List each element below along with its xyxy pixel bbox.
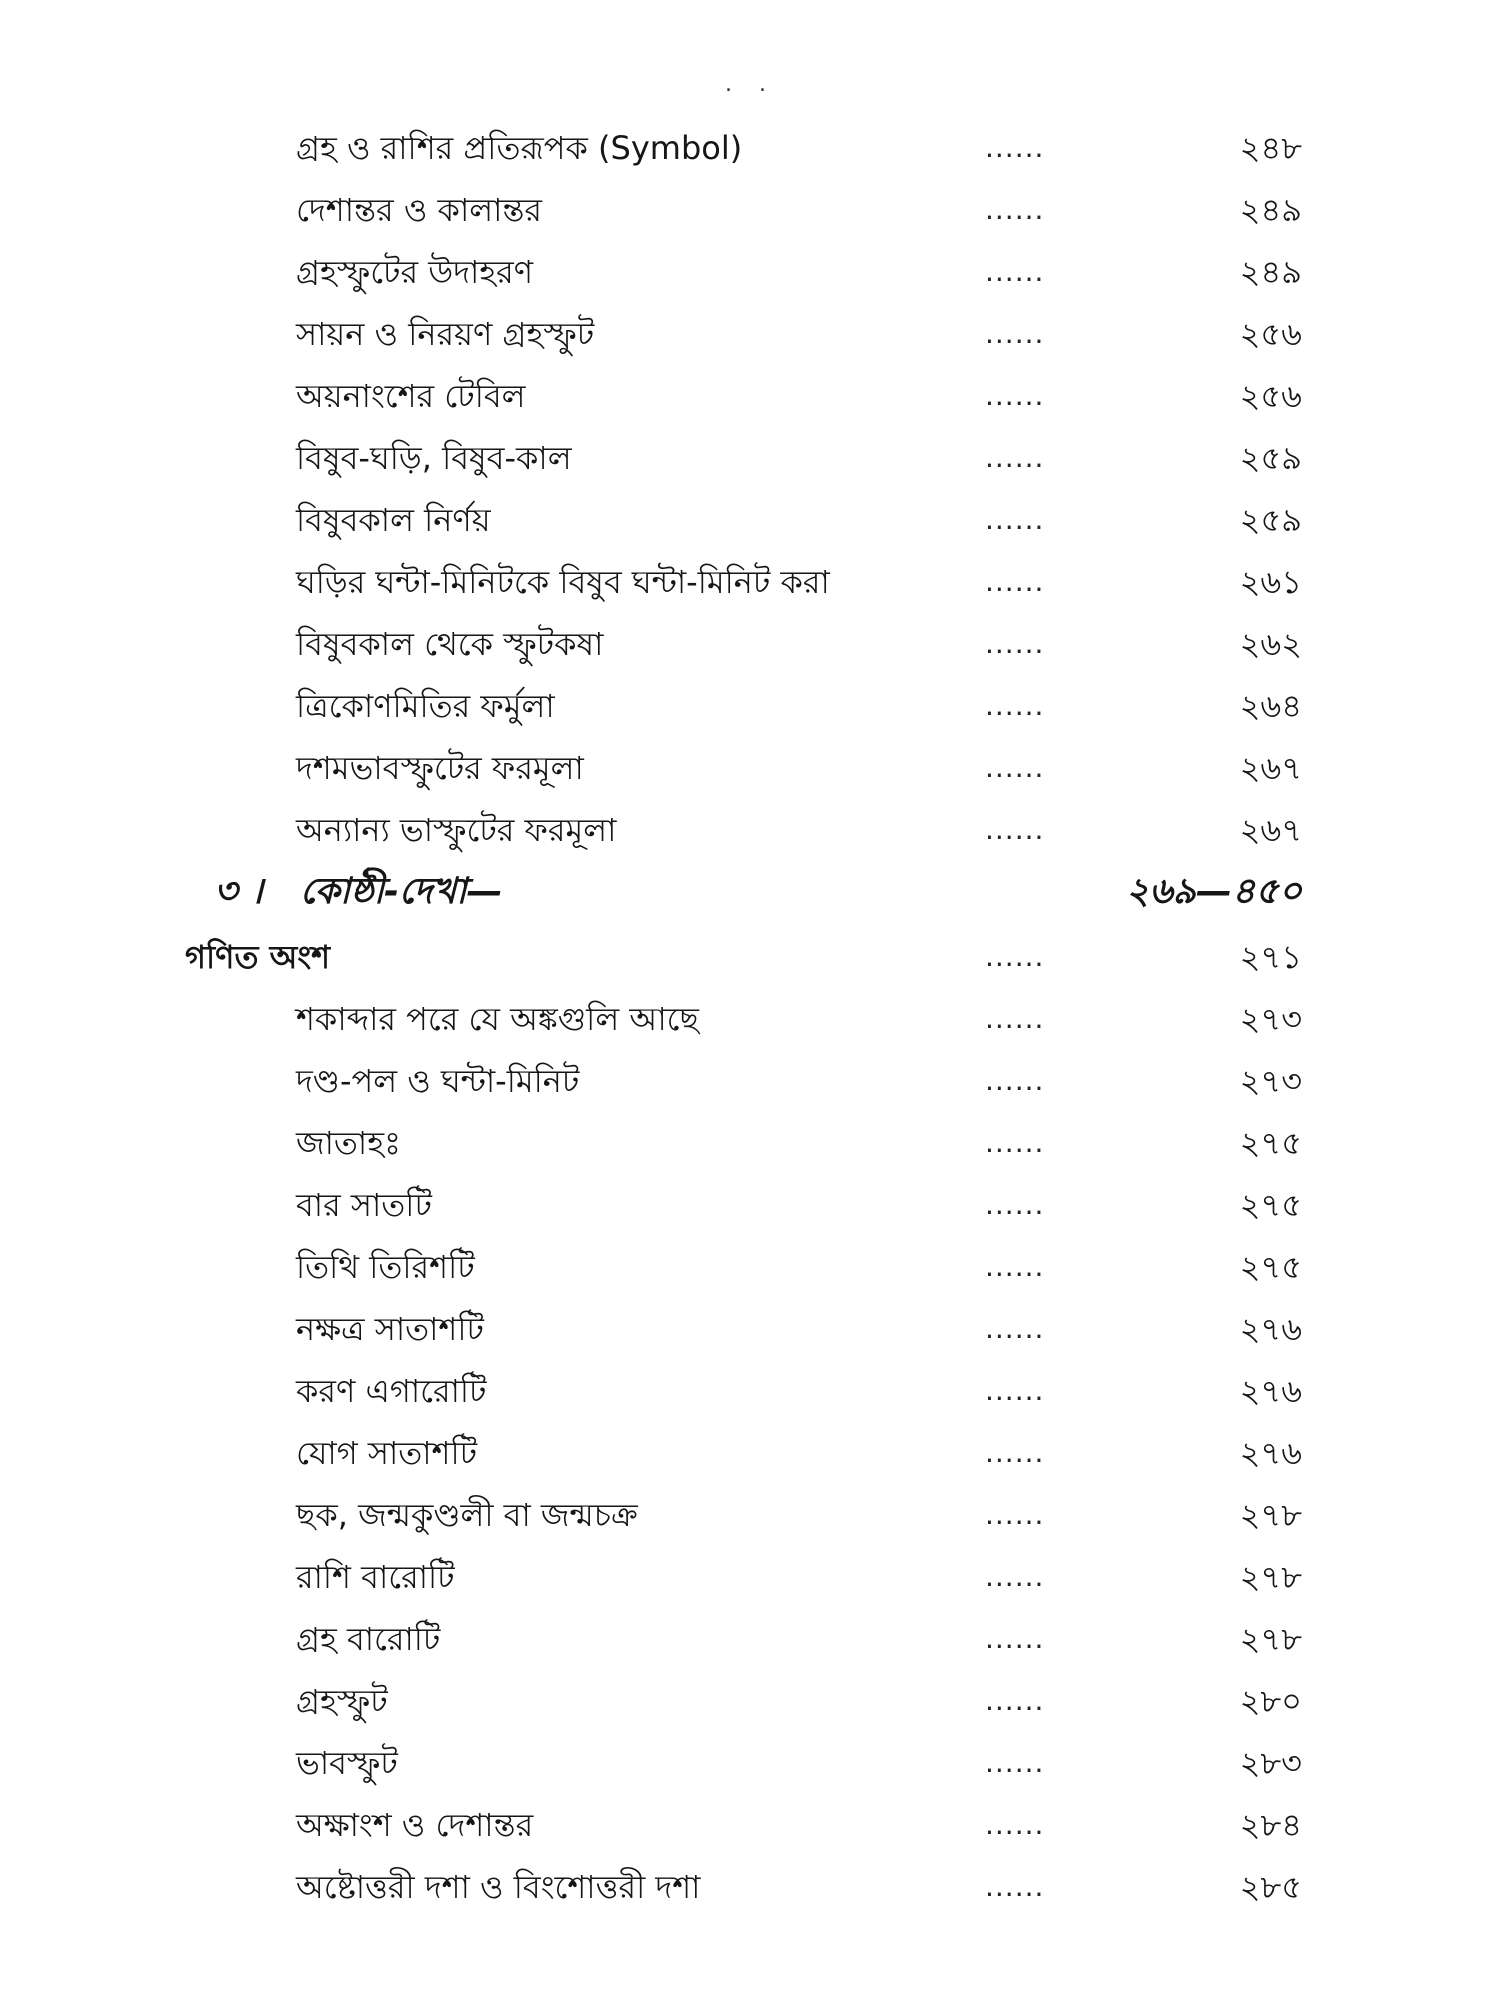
toc-page-number: ২৫৬ (1239, 377, 1302, 415)
toc-page-number: ২৬৭ (1239, 749, 1302, 787)
toc-row (0, 738, 1500, 798)
toc-page-number: ২৭৮ (1239, 1496, 1302, 1534)
toc-entry-title: নক্ষত্র সাতাশটি (296, 1310, 484, 1348)
toc-row (0, 366, 1500, 426)
toc-page-number: ২৭১ (1239, 938, 1302, 976)
toc-page-number: ২৪৮ (1239, 129, 1302, 167)
toc-page-number: ২৪৯ (1239, 191, 1302, 229)
toc-leader-dots: ...... (985, 255, 1045, 288)
toc-leader-dots: ...... (985, 1064, 1045, 1097)
section-number: ৩ । (214, 871, 263, 912)
toc-row (0, 1423, 1500, 1483)
toc-row (0, 989, 1500, 1049)
toc-page-number: ২৮৪ (1239, 1806, 1302, 1844)
toc-row (0, 242, 1500, 302)
toc-row (0, 552, 1500, 612)
toc-entry-title: গ্রহ বারোটি (296, 1620, 441, 1658)
toc-leader-dots: ...... (985, 1622, 1045, 1655)
toc-row (0, 1547, 1500, 1607)
toc-entry-title: অক্ষাংশ ও দেশান্তর (296, 1806, 534, 1844)
toc-page-number: ২৮০ (1239, 1682, 1302, 1720)
toc-row (0, 1485, 1500, 1545)
toc-row (0, 800, 1500, 860)
toc-row (0, 1671, 1500, 1731)
toc-page-number: ২৭৫ (1239, 1186, 1302, 1224)
toc-row (0, 428, 1500, 488)
toc-leader-dots: ...... (985, 689, 1045, 722)
toc-row (0, 118, 1500, 178)
toc-page-number: ২৭৩ (1239, 1062, 1302, 1100)
toc-entry-title: ঘড়ির ঘন্টা-মিনিটকে বিষুব ঘন্টা-মিনিট করা (296, 563, 830, 601)
toc-entry-title: দশমভাবস্ফুটের ফরমূলা (296, 749, 584, 787)
section-title: কোষ্ঠী-দেখা— (300, 871, 503, 912)
toc-entry-title: বিষুবকাল থেকে স্ফুটকষা (296, 625, 604, 663)
toc-leader-dots: ...... (985, 1808, 1045, 1841)
toc-leader-dots: ...... (985, 441, 1045, 474)
toc-leader-dots: ...... (985, 1870, 1045, 1903)
toc-entry-title: তিথি তিরিশটি (296, 1248, 475, 1286)
toc-row (0, 1299, 1500, 1359)
toc-leader-dots: ...... (985, 1188, 1045, 1221)
toc-leader-dots: ...... (985, 1312, 1045, 1345)
toc-page-number: ২৭৬ (1239, 1310, 1302, 1348)
toc-row (0, 1051, 1500, 1111)
section-page-range: ২৬৯—৪৫০ (1125, 871, 1302, 912)
toc-page-number: ২৮৫ (1239, 1868, 1302, 1906)
toc-leader-dots: ...... (985, 1436, 1045, 1469)
toc-entry-title: করণ এগারোটি (296, 1372, 487, 1410)
toc-leader-dots: ...... (985, 317, 1045, 350)
toc-leader-dots: ...... (985, 1498, 1045, 1531)
toc-entry-title: অয়নাংশের টেবিল (296, 377, 526, 415)
toc-leader-dots: ...... (985, 1746, 1045, 1779)
toc-page-number: ২৮৩ (1239, 1744, 1302, 1782)
toc-row (0, 304, 1500, 364)
toc-leader-dots: ...... (985, 1250, 1045, 1283)
toc-page-number: ২৫৯ (1239, 439, 1302, 477)
toc-row (0, 1857, 1500, 1917)
toc-row (0, 1609, 1500, 1669)
toc-entry-title: অন্যান্য ভাস্ফুটের ফরমূলা (296, 811, 617, 849)
toc-leader-dots: ...... (985, 751, 1045, 784)
toc-row (0, 1795, 1500, 1855)
toc-page-number: ২৫৬ (1239, 315, 1302, 353)
toc-entry-title: গ্রহ ও রাশির প্রতিরূপক (Symbol) (296, 129, 743, 167)
toc-page-number: ২৭৬ (1239, 1434, 1302, 1472)
toc-row (0, 676, 1500, 736)
toc-leader-dots: ...... (985, 627, 1045, 660)
subsection-title: গণিত অংশ (185, 938, 331, 976)
toc-row (0, 1175, 1500, 1235)
toc-row (0, 1733, 1500, 1793)
toc-leader-dots: ...... (985, 1374, 1045, 1407)
toc-row (0, 1361, 1500, 1421)
toc-page-number: ২৬৭ (1239, 811, 1302, 849)
toc-page-number: ২৬৪ (1239, 687, 1302, 725)
toc-entry-title: ভাবস্ফুট (296, 1744, 398, 1782)
toc-entry-title: অষ্টোত্তরী দশা ও বিংশোত্তরী দশা (296, 1868, 701, 1906)
toc-page-number: ২৪৯ (1239, 253, 1302, 291)
toc-leader-dots: ...... (985, 379, 1045, 412)
toc-row (0, 614, 1500, 674)
toc-entry-title: যোগ সাতাশটি (296, 1434, 478, 1472)
toc-page-number: ২৫৯ (1239, 501, 1302, 539)
toc-page-number: ২৬২ (1239, 625, 1302, 663)
toc-subsection-row (0, 927, 1500, 987)
toc-page-number: ২৭৬ (1239, 1372, 1302, 1410)
toc-row (0, 180, 1500, 240)
toc-entry-title: গ্রহস্ফুটের উদাহরণ (296, 253, 534, 291)
toc-entry-title: বিষুবকাল নির্ণয় (296, 501, 491, 539)
toc-page-number: ২৭৮ (1239, 1558, 1302, 1596)
toc-page-number: ২৭৫ (1239, 1248, 1302, 1286)
page-marks: . . (725, 72, 776, 97)
toc-entry-title: রাশি বারোটি (296, 1558, 455, 1596)
toc-leader-dots: ...... (985, 1684, 1045, 1717)
toc-entry-title: দেশান্তর ও কালান্তর (296, 191, 543, 229)
toc-leader-dots: ...... (985, 813, 1045, 846)
toc-leader-dots: ...... (985, 193, 1045, 226)
toc-leader-dots: ...... (985, 1002, 1045, 1035)
toc-entry-title: গ্রহস্ফুট (296, 1682, 388, 1720)
toc-section-heading (0, 862, 1500, 922)
toc-entry-title: সায়ন ও নিরয়ণ গ্রহস্ফুট (296, 315, 595, 353)
toc-row (0, 490, 1500, 550)
toc-leader-dots: ...... (985, 1126, 1045, 1159)
toc-leader-dots: ...... (985, 565, 1045, 598)
toc-entry-title: ছক, জন্মকুণ্ডলী বা জন্মচক্র (296, 1496, 638, 1534)
toc-page-number: ২৬১ (1239, 563, 1302, 601)
toc-entry-title: জাতাহঃ (296, 1124, 402, 1162)
toc-leader-dots: ...... (985, 131, 1045, 164)
toc-entry-title: দণ্ড-পল ও ঘন্টা-মিনিট (296, 1062, 580, 1100)
toc-row (0, 1237, 1500, 1297)
toc-page-number: ২৭৩ (1239, 1000, 1302, 1038)
toc-entry-title: শকাব্দার পরে যে অঙ্কগুলি আছে (296, 1000, 699, 1038)
toc-entry-title: বার সাতটি (296, 1186, 432, 1224)
toc-leader-dots: ...... (985, 1560, 1045, 1593)
toc-entry-title: ত্রিকোণমিতির ফর্মুলা (296, 687, 555, 725)
toc-row (0, 1113, 1500, 1173)
toc-leader-dots: ...... (985, 940, 1045, 973)
toc-page-number: ২৭৫ (1239, 1124, 1302, 1162)
toc-page-number: ২৭৮ (1239, 1620, 1302, 1658)
toc-entry-title: বিষুব-ঘড়ি, বিষুব-কাল (296, 439, 572, 477)
toc-leader-dots: ...... (985, 503, 1045, 536)
